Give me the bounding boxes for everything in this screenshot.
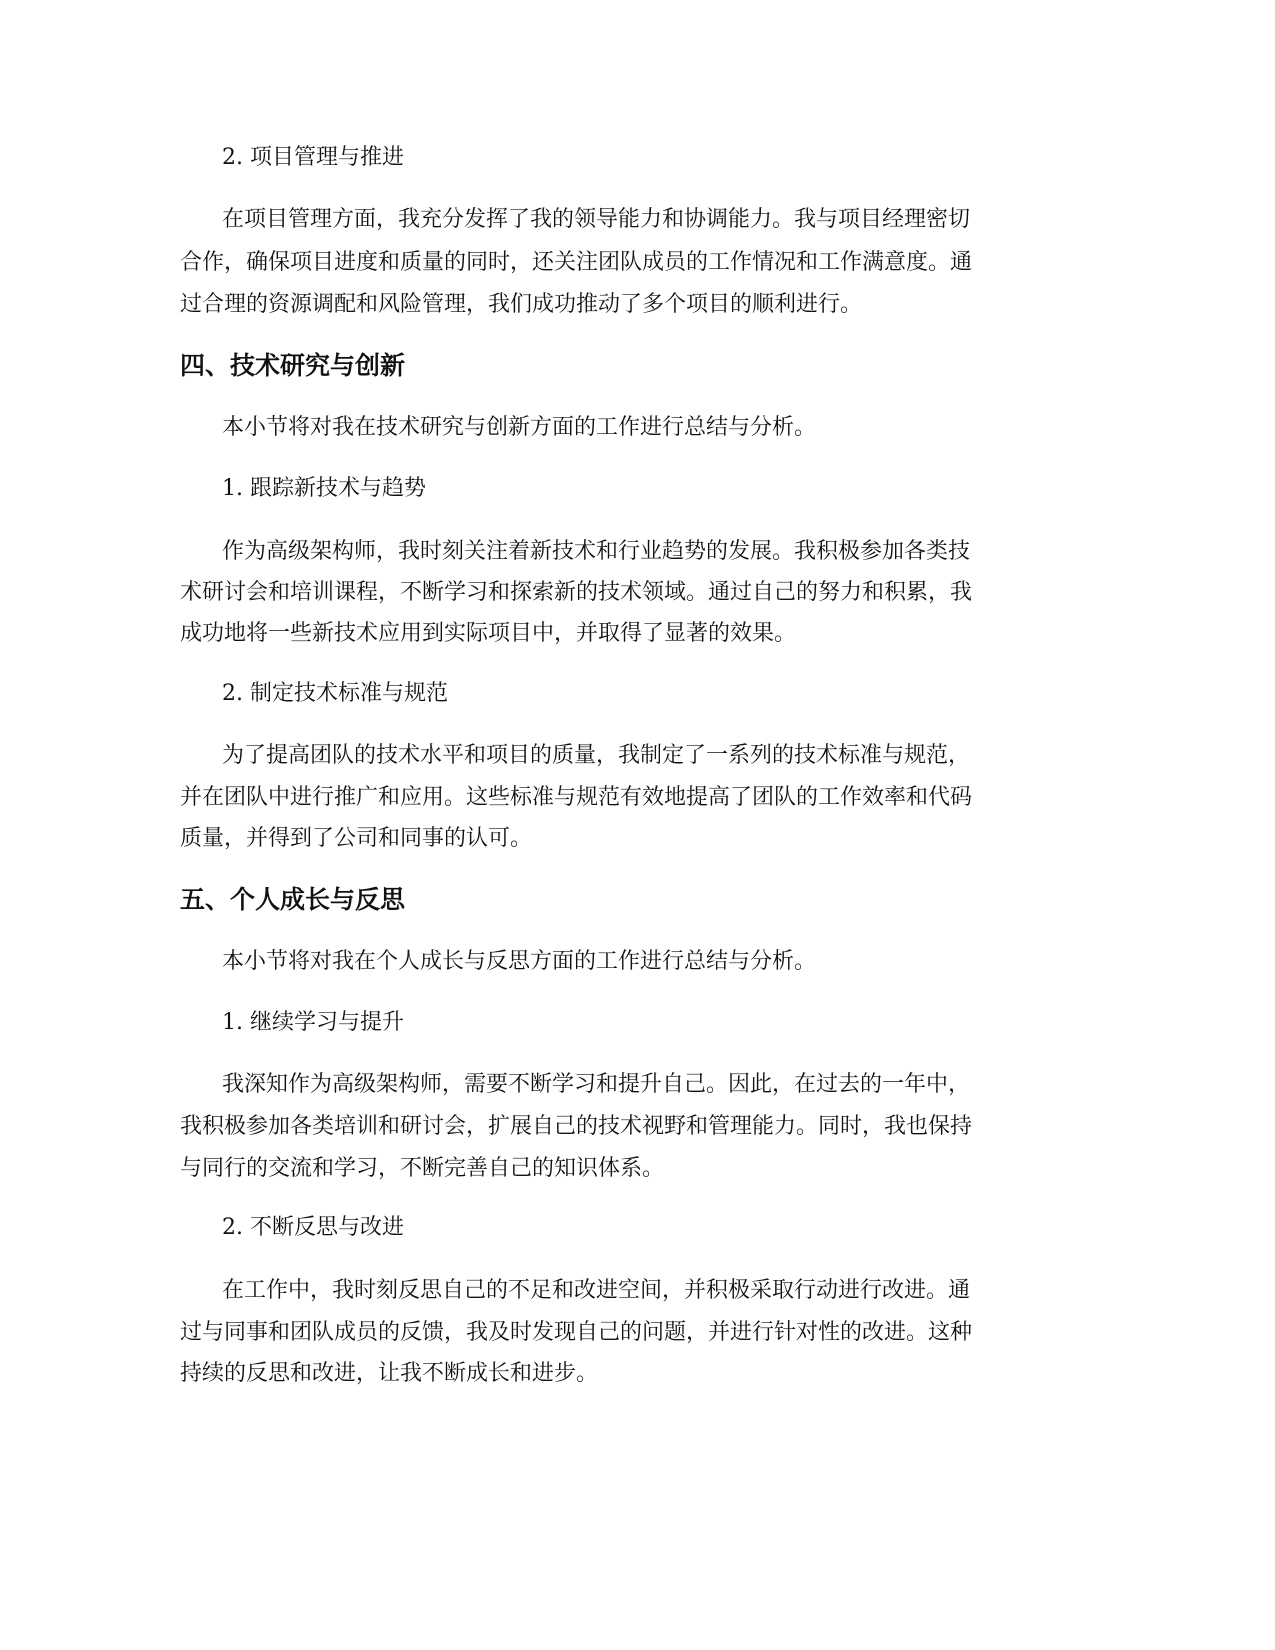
- subheading-tech-standards: 2. 制定技术标准与规范: [222, 681, 448, 706]
- paragraph-line: 持续的反思和改进，让我不断成长和进步。: [180, 1361, 599, 1386]
- paragraph-line: 为了提高团队的技术水平和项目的质量，我制定了一系列的技术标准与规范，: [222, 743, 971, 768]
- subheading-reflection: 2. 不断反思与改进: [222, 1215, 404, 1240]
- paragraph-line: 在工作中，我时刻反思自己的不足和改进空间，并积极采取行动进行改进。通: [222, 1278, 971, 1303]
- paragraph-line: 并在团队中进行推广和应用。这些标准与规范有效地提高了团队的工作效率和代码: [180, 785, 973, 810]
- paragraph-line: 过与同事和团队成员的反馈，我及时发现自己的问题，并进行针对性的改进。这种: [180, 1320, 973, 1345]
- paragraph-line: 质量，并得到了公司和同事的认可。: [180, 826, 533, 851]
- paragraph-line: 在项目管理方面，我充分发挥了我的领导能力和协调能力。我与项目经理密切: [222, 207, 971, 232]
- paragraph-line: 我积极参加各类培训和研讨会，扩展自己的技术视野和管理能力。同时，我也保持: [180, 1114, 973, 1139]
- paragraph-line: 合作，确保项目进度和质量的同时，还关注团队成员的工作情况和工作满意度。通: [180, 250, 973, 275]
- section-heading-tech-research: 四、技术研究与创新: [180, 351, 406, 380]
- subheading-project-management: 2. 项目管理与推进: [222, 145, 404, 170]
- paragraph-line: 过合理的资源调配和风险管理，我们成功推动了多个项目的顺利进行。: [180, 292, 863, 317]
- section-intro-personal-growth: 本小节将对我在个人成长与反思方面的工作进行总结与分析。: [222, 949, 817, 974]
- paragraph-line: 成功地将一些新技术应用到实际项目中，并取得了显著的效果。: [180, 621, 797, 646]
- subheading-continuous-learning: 1. 继续学习与提升: [222, 1010, 404, 1035]
- section-intro-tech-research: 本小节将对我在技术研究与创新方面的工作进行总结与分析。: [222, 415, 817, 440]
- section-heading-personal-growth: 五、个人成长与反思: [180, 885, 406, 914]
- subheading-track-new-tech: 1. 跟踪新技术与趋势: [222, 476, 426, 501]
- paragraph-line: 作为高级架构师，我时刻关注着新技术和行业趋势的发展。我积极参加各类技: [222, 539, 971, 564]
- paragraph-line: 术研讨会和培训课程，不断学习和探索新的技术领域。通过自己的努力和积累，我: [180, 580, 973, 605]
- paragraph-line: 与同行的交流和学习，不断完善自己的知识体系。: [180, 1156, 665, 1181]
- paragraph-line: 我深知作为高级架构师，需要不断学习和提升自己。因此，在过去的一年中，: [222, 1072, 971, 1097]
